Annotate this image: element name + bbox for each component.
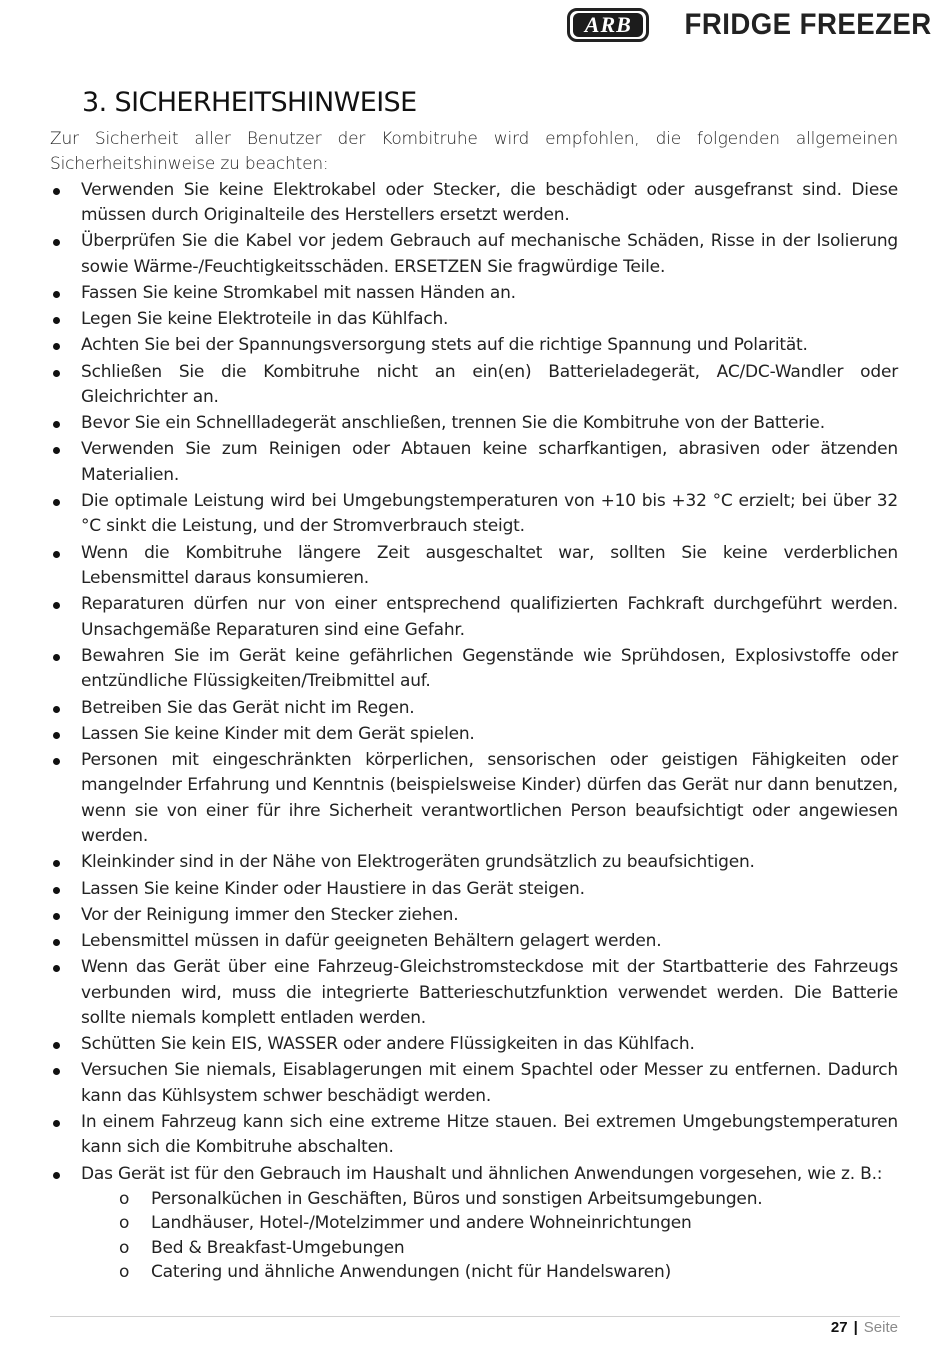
list-item-text: Wenn die Kombitruhe längere Zeit ausgeschaltet war, sollten Sie keine verderblichen Lebensmittel daraus konsumieren. xyxy=(81,542,898,589)
list-item-text: Legen Sie keine Elektroteile in das Kühlfach. xyxy=(81,309,449,330)
list-item-text: Lassen Sie keine Kinder oder Haustiere in das Gerät steigen. xyxy=(81,878,585,899)
list-item-text: Überprüfen Sie die Kabel vor jedem Gebrauch auf mechanische Schäden, Risse in der Isolierung sowie Wärme-/Feuchtigkeitsschäden. ERSETZEN Sie fragwürdige Teile. xyxy=(81,231,898,277)
main-content xyxy=(50,84,898,1285)
sub-bullet-icon: o xyxy=(119,1213,130,1234)
list-item xyxy=(50,307,898,332)
list-item xyxy=(50,281,898,306)
sub-list-item-text: Catering und ähnliche Anwendungen (nicht für Handelswaren) xyxy=(151,1262,672,1283)
sub-list-item-text: Bed & Breakfast-Umgebungen xyxy=(151,1237,405,1258)
bullet-icon xyxy=(53,1172,60,1179)
list-item xyxy=(50,360,898,411)
intro-paragraph: Zur Sicherheit aller Benutzer der Kombitruhe wird empfohlen, die folgenden allgemeinen Sicherheitshinweise zu beachten: xyxy=(50,129,898,175)
list-item-text: Bewahren Sie im Gerät keine gefährlichen Gegenstände wie Sprühdosen, Explosivstoffe oder entzündliche Flüssigkeiten/Treibmittel auf. xyxy=(81,645,898,692)
bullet-icon xyxy=(53,758,60,765)
bullet-icon xyxy=(53,551,60,558)
list-item xyxy=(50,489,898,540)
sub-list-item-text: Landhäuser, Hotel-/Motelzimmer und andere Wohneinrichtungen xyxy=(151,1213,692,1234)
page-number: 27 xyxy=(830,1319,848,1336)
bullet-icon xyxy=(53,447,60,454)
list-item xyxy=(50,722,898,747)
list-item xyxy=(50,877,898,902)
sub-list-item xyxy=(81,1236,898,1260)
list-item-text: Personen mit eingeschränkten körperlichen, sensorischen oder geistigen Fähigkeiten oder mangelnder Erfahrung und Kenntnis (beispielsweise Kinder) dürfen das Gerät nur dann benutzen, wenn sie von einer für ihre Sicherheit verantwortlichen Person beaufsichtigt oder angewiesen werden. xyxy=(81,749,898,847)
header-title: FRIDGE FREEZER xyxy=(684,8,932,41)
bullet-icon xyxy=(53,1120,60,1127)
bullet-icon xyxy=(53,887,60,894)
list-item xyxy=(50,437,898,488)
arb-logo xyxy=(567,8,649,42)
bullet-icon xyxy=(53,654,60,661)
list-item xyxy=(50,903,898,928)
list-item-text: Verwenden Sie keine Elektrokabel oder Stecker, die beschädigt oder ausgefranst sind. Diese müssen durch Originalteile des Herstellers ersetzt werden. xyxy=(81,179,898,226)
list-item xyxy=(50,1058,898,1109)
list-item xyxy=(50,1110,898,1161)
sub-bullet-icon: o xyxy=(119,1262,130,1283)
page-header xyxy=(567,6,932,44)
list-item xyxy=(50,592,898,643)
sub-list-item xyxy=(81,1187,898,1211)
list-item-text: Betreiben Sie das Gerät nicht im Regen. xyxy=(81,697,415,718)
bullet-icon xyxy=(53,965,60,972)
list-item xyxy=(50,1032,898,1057)
bullet-icon xyxy=(53,343,60,350)
list-item-text: Versuchen Sie niemals, Eisablagerungen mit einem Spachtel oder Messer zu entfernen. Dadurch kann das Kühlsystem schwer beschädigt werden. xyxy=(81,1060,898,1106)
list-item-text: Kleinkinder sind in der Nähe von Elektrogeräten grundsätzlich zu beaufsichtigen. xyxy=(81,852,755,873)
bullet-icon xyxy=(53,239,60,246)
list-item xyxy=(50,541,898,592)
bullet-icon xyxy=(53,913,60,920)
bullet-icon xyxy=(53,317,60,324)
list-item xyxy=(50,644,898,695)
bullet-icon xyxy=(53,860,60,867)
list-item-text: Vor der Reinigung immer den Stecker ziehen. xyxy=(81,904,459,925)
page-separator: | xyxy=(853,1319,858,1336)
list-item xyxy=(50,411,898,436)
list-item xyxy=(50,955,898,1031)
list-item-text: Schütten Sie kein EIS, WASSER oder andere Flüssigkeiten in das Kühlfach. xyxy=(81,1034,695,1055)
list-item-text: Fassen Sie keine Stromkabel mit nassen Händen an. xyxy=(81,283,516,304)
sub-bullet-icon: o xyxy=(119,1237,130,1258)
list-item xyxy=(50,178,898,229)
list-item xyxy=(50,333,898,358)
bullet-icon xyxy=(53,421,60,428)
list-item-text: In einem Fahrzeug kann sich eine extreme Hitze stauen. Bei extremen Umgebungstemperaturen kann sich die Kombitruhe abschalten. xyxy=(81,1111,898,1158)
list-item xyxy=(50,850,898,875)
list-item xyxy=(50,1162,898,1285)
list-item xyxy=(50,696,898,721)
list-item-text: Achten Sie bei der Spannungsversorgung stets auf die richtige Spannung und Polarität. xyxy=(81,335,808,356)
list-item-text: Verwenden Sie zum Reinigen oder Abtauen keine scharfkantigen, abrasiven oder ätzenden Materialien. xyxy=(81,439,898,485)
bullet-icon xyxy=(53,939,60,946)
bullet-icon xyxy=(53,732,60,739)
list-item-text: Bevor Sie ein Schnellladegerät anschließen, trennen Sie die Kombitruhe von der Batterie. xyxy=(81,413,825,434)
sub-bullet-list xyxy=(81,1187,898,1285)
list-item-text: Lassen Sie keine Kinder mit dem Gerät spielen. xyxy=(81,723,475,744)
page-label: Seite xyxy=(863,1319,898,1336)
bullet-icon xyxy=(53,370,60,377)
list-item-text: Reparaturen dürfen nur von einer entsprechend qualifizierten Fachkraft durchgeführt werden. Unsachgemäße Reparaturen sind eine Gefahr. xyxy=(81,594,898,640)
list-item-text: Wenn das Gerät über eine Fahrzeug-Gleichstromsteckdose mit der Startbatterie des Fahrzeugs verbunden wird, muss die integrierte Batterieschutzfunktion verwendet werden. Die Batterie sollte niemals komplett entladen werden. xyxy=(81,957,898,1028)
list-item-text: Lebensmittel müssen in dafür geeigneten Behältern gelagert werden. xyxy=(81,930,662,951)
bullet-icon xyxy=(53,499,60,506)
list-item xyxy=(50,748,898,850)
list-item xyxy=(50,229,898,280)
sub-bullet-icon: o xyxy=(119,1188,130,1209)
list-item xyxy=(50,929,898,954)
sub-list-item xyxy=(81,1260,898,1284)
bullet-icon xyxy=(53,602,60,609)
arb-logo-text: ARB xyxy=(573,13,643,37)
list-item-text: Die optimale Leistung wird bei Umgebungstemperaturen von +10 bis +32 °C erzielt; bei über 32 °C sinkt die Leistung, und der Stromverbrauch steigt. xyxy=(81,491,898,537)
section-title: 3. SICHERHEITSHINWEISE xyxy=(82,87,417,118)
bullet-icon xyxy=(53,188,60,195)
bullet-icon xyxy=(53,291,60,298)
page-footer xyxy=(831,1319,898,1336)
bullet-icon xyxy=(53,1068,60,1075)
list-item-text: Schließen Sie die Kombitruhe nicht an ein(en) Batterieladegerät, AC/DC-Wandler oder Gleichrichter an. xyxy=(81,361,898,408)
bullet-icon xyxy=(53,706,60,713)
sub-list-item-text: Personalküchen in Geschäften, Büros und sonstigen Arbeitsumgebungen. xyxy=(151,1188,763,1209)
sub-list-item xyxy=(81,1211,898,1235)
safety-bullet-list xyxy=(50,178,898,1285)
list-item-text: Das Gerät ist für den Gebrauch im Haushalt und ähnlichen Anwendungen vorgesehen, wie z. B.: xyxy=(81,1163,883,1184)
footer-divider xyxy=(50,1316,900,1317)
bullet-icon xyxy=(53,1042,60,1049)
